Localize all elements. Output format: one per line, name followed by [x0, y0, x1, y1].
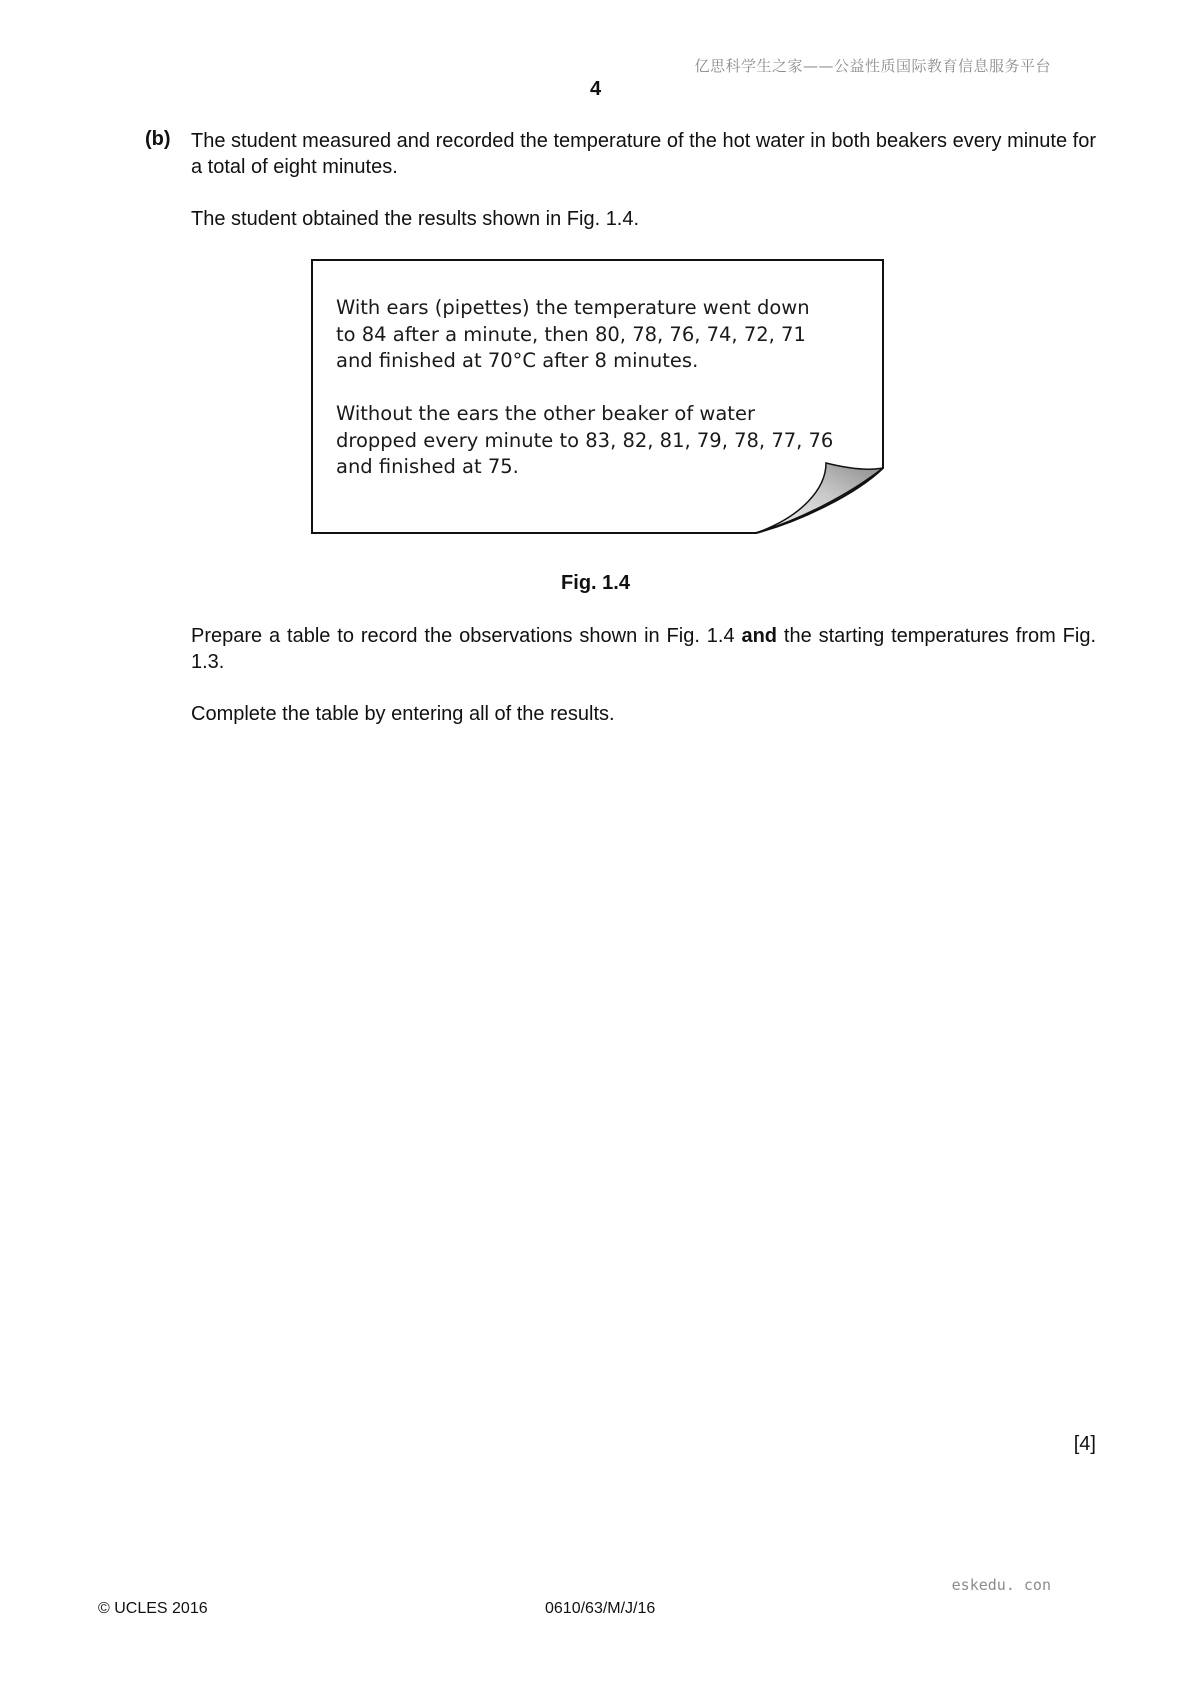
- prepare-text-before: Prepare a table to record the observations shown in Fig. 1.4: [191, 625, 742, 647]
- footer-copyright: © UCLES 2016: [98, 1600, 208, 1617]
- page-number: 4: [589, 78, 602, 100]
- note-line: Without the ears the other beaker of water: [336, 402, 755, 425]
- note-line: dropped every minute to 83, 82, 81, 79, 78, 77, 76: [336, 428, 834, 452]
- note-line: With ears (pipettes) the temperature went down: [336, 296, 810, 319]
- prepare-text-bold: and: [741, 625, 778, 647]
- footer-watermark: eskedu. con: [951, 1576, 1051, 1594]
- note-text: [336, 295, 866, 481]
- note-line: and finished at 70°C after 8 minutes.: [336, 349, 699, 372]
- footer-paper-code: 0610/63/M/J/16: [545, 1600, 656, 1617]
- student-note: [311, 259, 885, 534]
- prepare-table-instruction: [191, 623, 1096, 675]
- results-line: The student obtained the results shown in Fig. 1.4.: [191, 208, 640, 230]
- figure-caption: Fig. 1.4: [561, 572, 630, 594]
- marks-label: [4]: [1073, 1433, 1096, 1455]
- note-line: to 84 after a minute, then 80, 78, 76, 74, 72, 71: [336, 322, 806, 346]
- note-line: and finished at 75.: [336, 455, 519, 478]
- prepare-text-after: the starting temperatures from Fig. 1.3.: [191, 625, 1097, 673]
- complete-table-instruction: Complete the table by entering all of the results.: [191, 703, 615, 725]
- question-intro: The student measured and recorded the temperature of the hot water in both beakers every minute for a total of eight minutes.: [191, 130, 1096, 178]
- question-part-label: (b): [145, 128, 171, 150]
- header-watermark: 亿思科学生之家——公益性质国际教育信息服务平台: [694, 57, 1051, 75]
